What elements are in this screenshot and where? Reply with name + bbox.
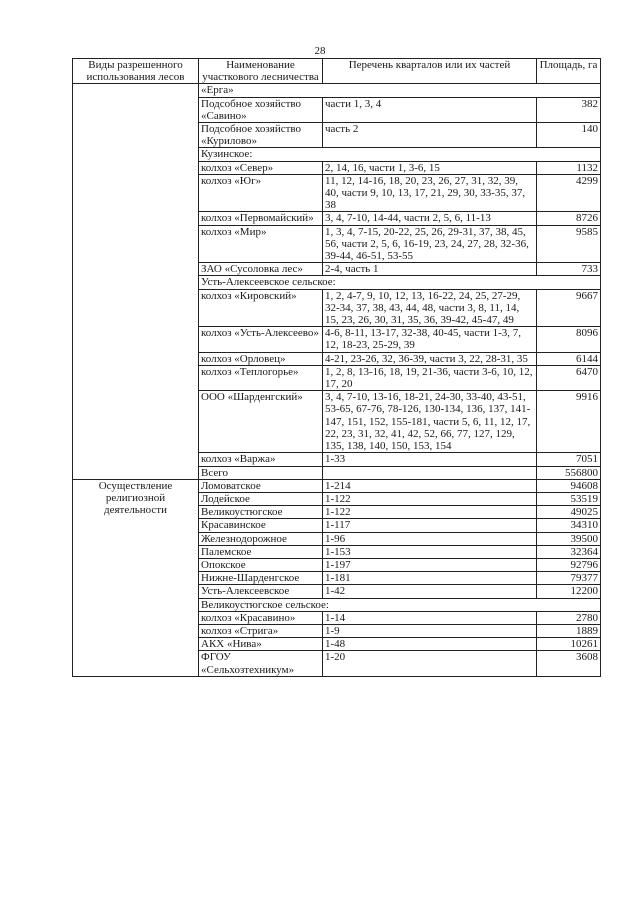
forestry-group-label: Усть-Алексеевское сельское: xyxy=(199,276,601,289)
header-area: Площадь, га xyxy=(537,59,601,84)
area-cell: 3608 xyxy=(537,651,601,676)
header-use-type: Виды разрешенного использования лесов xyxy=(73,59,199,84)
area-cell: 12200 xyxy=(537,585,601,598)
quarters-cell: части 1, 3, 4 xyxy=(323,97,537,122)
forestry-name-cell: колхоз «Усть-Алексеево» xyxy=(199,327,323,352)
forestry-name-cell: Лодейское xyxy=(199,492,323,505)
forestry-name-cell: Великоустюгское xyxy=(199,506,323,519)
quarters-cell: 3, 4, 7-10, 13-16, 18-21, 24-30, 33-40, 43-51, 53-65, 67-76, 78-126, 130-134, 136, 137, 141-147, 151, 152, 155-181, части 5, 6, 11, 12, 17, 22, 23, 31, 32, 41, 42, 52, 66, 77, 127, 129, 135, 138, 140, 150, 153, 154 xyxy=(323,391,537,453)
forestry-name-cell: ООО «Шарденгский» xyxy=(199,391,323,453)
area-cell: 7051 xyxy=(537,453,601,466)
quarters-cell: 2, 14, 16, части 1, 3-6, 15 xyxy=(323,161,537,174)
quarters-cell xyxy=(323,466,537,479)
forestry-name-cell: АКХ «Нива» xyxy=(199,638,323,651)
quarters-cell: 1-42 xyxy=(323,585,537,598)
quarters-cell: 1-117 xyxy=(323,519,537,532)
quarters-cell: 1, 3, 4, 7-15, 20-22, 25, 26, 29-31, 37, 38, 45, 56, части 2, 5, 6, 16-19, 23, 24, 27, 28, 32-36, 39-44, 46-51, 53-55 xyxy=(323,225,537,263)
forestry-name-cell: Опокское xyxy=(199,558,323,571)
forestry-group-label: Кузинское: xyxy=(199,148,601,161)
area-cell: 49025 xyxy=(537,506,601,519)
area-cell: 8096 xyxy=(537,327,601,352)
use-type-cell: Осуществление религиозной деятельности xyxy=(73,479,199,676)
quarters-cell: 1-48 xyxy=(323,638,537,651)
area-cell: 39500 xyxy=(537,532,601,545)
page-number: 28 xyxy=(314,45,326,57)
forestry-name-cell: Ломоватское xyxy=(199,479,323,492)
forestry-name-cell: Красавинское xyxy=(199,519,323,532)
quarters-cell: 1-122 xyxy=(323,506,537,519)
quarters-cell: 1-197 xyxy=(323,558,537,571)
forestry-name-cell: Нижне-Шарденгское xyxy=(199,572,323,585)
forestry-name-cell: колхоз «Варжа» xyxy=(199,453,323,466)
forestry-name-cell: колхоз «Юг» xyxy=(199,174,323,212)
area-cell: 6144 xyxy=(537,352,601,365)
table-row xyxy=(73,84,601,97)
area-cell: 9585 xyxy=(537,225,601,263)
forestry-name-cell: колхоз «Теплогорье» xyxy=(199,365,323,390)
quarters-cell: 1-9 xyxy=(323,624,537,637)
forestry-name-cell: Всего xyxy=(199,466,323,479)
header-forestry: Наименование участкового лесничества xyxy=(199,59,323,84)
area-cell: 140 xyxy=(537,123,601,148)
quarters-cell: 1-14 xyxy=(323,611,537,624)
area-cell: 556800 xyxy=(537,466,601,479)
area-cell: 1889 xyxy=(537,624,601,637)
area-cell: 9667 xyxy=(537,289,601,327)
forestry-name-cell: колхоз «Стрига» xyxy=(199,624,323,637)
forestry-name-cell: колхоз «Север» xyxy=(199,161,323,174)
quarters-cell: 1-214 xyxy=(323,479,537,492)
header-quarters: Перечень кварталов или их частей xyxy=(323,59,537,84)
quarters-cell: 1-181 xyxy=(323,572,537,585)
forestry-group-label: Великоустюгское сельское: xyxy=(199,598,601,611)
forestry-name-cell: колхоз «Кировский» xyxy=(199,289,323,327)
forestry-name-cell: колхоз «Орловец» xyxy=(199,352,323,365)
area-cell: 2780 xyxy=(537,611,601,624)
area-cell: 34310 xyxy=(537,519,601,532)
quarters-cell: 1-153 xyxy=(323,545,537,558)
forestry-group-label: «Ерга» xyxy=(199,84,601,97)
quarters-cell: 4-6, 8-11, 13-17, 32-38, 40-45, части 1-3, 7, 12, 18-23, 25-29, 39 xyxy=(323,327,537,352)
quarters-cell: 1-96 xyxy=(323,532,537,545)
area-cell: 8726 xyxy=(537,212,601,225)
area-cell: 53519 xyxy=(537,492,601,505)
forestry-name-cell: Палемское xyxy=(199,545,323,558)
area-cell: 382 xyxy=(537,97,601,122)
quarters-cell: 1, 2, 8, 13-16, 18, 19, 21-36, части 3-6, 10, 12, 17, 20 xyxy=(323,365,537,390)
quarters-cell: 2-4, часть 1 xyxy=(323,263,537,276)
quarters-cell: 4-21, 23-26, 32, 36-39, части 3, 22, 28-31, 35 xyxy=(323,352,537,365)
forestry-name-cell: колхоз «Первомайский» xyxy=(199,212,323,225)
quarters-cell: 3, 4, 7-10, 14-44, части 2, 5, 6, 11-13 xyxy=(323,212,537,225)
forest-use-table xyxy=(72,58,601,677)
table-row xyxy=(73,479,601,492)
forestry-name-cell: Железнодорожное xyxy=(199,532,323,545)
area-cell: 6470 xyxy=(537,365,601,390)
area-cell: 92796 xyxy=(537,558,601,571)
use-type-cell xyxy=(73,84,199,479)
forestry-name-cell: Подсобное хозяйство «Савино» xyxy=(199,97,323,122)
forestry-name-cell: колхоз «Мир» xyxy=(199,225,323,263)
area-cell: 32364 xyxy=(537,545,601,558)
quarters-cell: 1-122 xyxy=(323,492,537,505)
forestry-name-cell: ФГОУ «Сельхозтехникум» xyxy=(199,651,323,676)
forestry-name-cell: колхоз «Красавино» xyxy=(199,611,323,624)
forestry-name-cell: Усть-Алексеевское xyxy=(199,585,323,598)
quarters-cell: часть 2 xyxy=(323,123,537,148)
quarters-cell: 1-20 xyxy=(323,651,537,676)
forestry-name-cell: ЗАО «Сусоловка лес» xyxy=(199,263,323,276)
area-cell: 10261 xyxy=(537,638,601,651)
area-cell: 9916 xyxy=(537,391,601,453)
area-cell: 94608 xyxy=(537,479,601,492)
forestry-name-cell: Подсобное хозяйство «Курилово» xyxy=(199,123,323,148)
quarters-cell: 1-33 xyxy=(323,453,537,466)
area-cell: 1132 xyxy=(537,161,601,174)
quarters-cell: 1, 2, 4-7, 9, 10, 12, 13, 16-22, 24, 25, 27-29, 32-34, 37, 38, 43, 44, 48, части 3, 8, 11, 14, 15, 23, 26, 30, 31, 35, 36, 39-42, 45-47, 49 xyxy=(323,289,537,327)
table-body xyxy=(73,84,601,676)
table-header-row xyxy=(73,59,601,84)
area-cell: 79377 xyxy=(537,572,601,585)
area-cell: 4299 xyxy=(537,174,601,212)
area-cell: 733 xyxy=(537,263,601,276)
quarters-cell: 11, 12, 14-16, 18, 20, 23, 26, 27, 31, 32, 39, 40, части 9, 10, 13, 17, 21, 29, 30, 33-35, 37, 38 xyxy=(323,174,537,212)
